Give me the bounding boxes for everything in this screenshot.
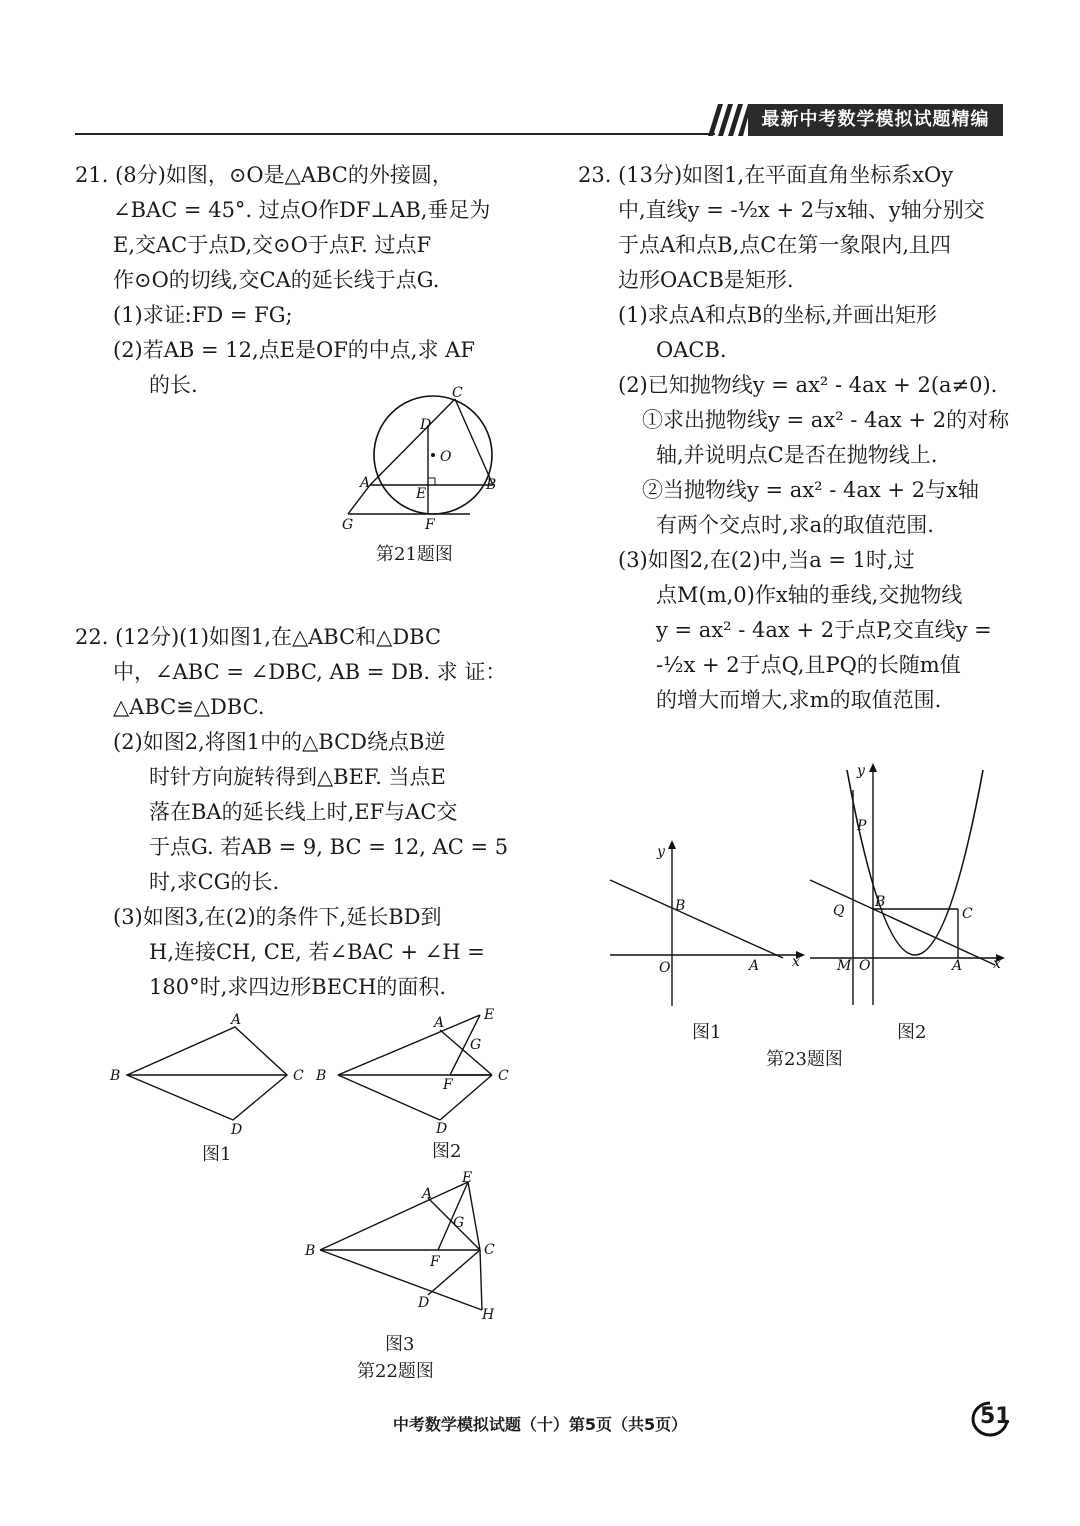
q21-label-g: G — [342, 517, 354, 533]
q23-fig2-caption: 图2 — [897, 1022, 927, 1043]
q22f3-label-a: A — [422, 1186, 433, 1202]
q23f2-label-q: Q — [833, 903, 845, 919]
q22f2-label-f: F — [443, 1077, 453, 1093]
q23-line-11: 有两个交点时,求a的取值范围. — [656, 513, 934, 537]
q23f1-label-b: B — [675, 898, 686, 914]
q21-line-3: E,交AC于点D,交⊙O于点F. 过点F — [113, 233, 432, 257]
page-footer: 中考数学模拟试题（十）第5页（共5页） — [392, 1415, 688, 1434]
q22-line-11: 180°时,求四边形BECH的面积. — [149, 975, 447, 999]
q23f2-label-o: O — [859, 958, 871, 974]
q23f2-label-a: A — [952, 958, 963, 974]
q21-label-o: O — [440, 449, 452, 465]
q23-line-14: y = ax² - 4ax + 2于点P,交直线y = — [656, 618, 992, 642]
question-21 — [75, 158, 490, 403]
q23f1-label-o: O — [659, 960, 671, 976]
q23-line-7: (2)已知抛物线y = ax² - 4ax + 2(a≠0). — [618, 373, 998, 397]
q22f3-label-c: C — [484, 1242, 495, 1258]
q23-figure-1 — [605, 838, 810, 1013]
q23-line-8: ①求出抛物线y = ax² - 4ax + 2的对称 — [642, 408, 1010, 432]
q22-line-7: 于点G. 若AB = 9, BC = 12, AC = 5 — [149, 835, 509, 859]
q21-label-c: C — [452, 385, 463, 401]
q22-fig2-caption: 图2 — [432, 1141, 462, 1162]
q23-line-9: 轴,并说明点C是否在抛物线上. — [656, 443, 938, 467]
q23-line-6: OACB. — [656, 338, 727, 362]
q23f2-label-c: C — [962, 906, 973, 922]
q22-line-2: 中，∠ABC = ∠DBC, AB = DB. 求 证： — [113, 660, 507, 684]
q23-line-13: 点M(m,0)作x轴的垂线,交抛物线 — [656, 583, 963, 607]
q21-label-b: B — [486, 477, 497, 493]
q22f3-label-e: E — [462, 1170, 473, 1186]
header-slashes-decoration — [700, 104, 750, 136]
question-23 — [578, 158, 1009, 718]
q23f1-label-x: x — [792, 954, 800, 970]
q23f1-label-y: y — [657, 844, 665, 860]
q23-line-16: 的增大而增大,求m的取值范围. — [656, 688, 942, 712]
q21-line-2: ∠BAC = 45°. 过点O作DF⊥AB,垂足为 — [113, 198, 491, 222]
q23-line-12: (3)如图2,在(2)中,当a = 1时,过 — [618, 548, 915, 572]
header-title: 最新中考数学模拟试题精编 — [748, 104, 1003, 136]
q23-line-15: -½x + 2于点Q,且PQ的长随m值 — [656, 653, 961, 677]
q22f3-label-h: H — [482, 1307, 495, 1323]
q22f1-label-c: C — [293, 1068, 304, 1084]
q22f1-label-b: B — [110, 1068, 121, 1084]
q22f2-label-d: D — [436, 1121, 448, 1137]
q23-line-2: 中,直线y = -½x + 2与x轴、y轴分别交 — [618, 198, 985, 222]
q22-figure-1 — [105, 1010, 310, 1140]
q23-line-5: (1)求点A和点B的坐标,并画出矩形 — [618, 303, 938, 327]
q22f1-label-a: A — [231, 1012, 242, 1028]
q22-line-4: (2)如图2,将图1中的△BCD绕点B逆 — [113, 730, 446, 754]
q23-line-1: 23. (13分)如图1,在平面直角坐标系xOy — [578, 163, 954, 187]
q23-line-10: ②当抛物线y = ax² - 4ax + 2与x轴 — [642, 478, 979, 502]
q21-line-5: (1)求证:FD = FG; — [113, 303, 293, 327]
q22f3-label-b: B — [305, 1243, 316, 1259]
q22-figure-3 — [300, 1170, 510, 1325]
q22f2-label-c: C — [498, 1068, 509, 1084]
q23f2-label-y: y — [857, 763, 865, 779]
q21-label-e: E — [416, 486, 427, 502]
q22-fig3-caption: 图3 — [385, 1334, 415, 1355]
q22-figure-2 — [310, 1005, 520, 1135]
q22f2-label-g: G — [470, 1037, 482, 1053]
q23-caption: 第23题图 — [766, 1049, 843, 1070]
q21-label-d: D — [420, 417, 432, 433]
q23f2-label-p: P — [857, 818, 867, 834]
q22f2-label-a: A — [434, 1015, 445, 1031]
q22f3-label-d: D — [418, 1295, 430, 1311]
q22-line-6: 落在BA的延长线上时,EF与AC交 — [149, 800, 458, 824]
q22-line-5: 时针方向旋转得到△BEF. 当点E — [149, 765, 446, 789]
q22-line-3: △ABC≌△DBC. — [113, 695, 265, 719]
q21-line-1: 21. (8分)如图，⊙O是△ABC的外接圆， — [75, 163, 453, 187]
q23-fig1-caption: 图1 — [692, 1022, 722, 1043]
q21-label-a: A — [360, 475, 371, 491]
q23f1-label-a: A — [749, 958, 760, 974]
q22f3-label-f: F — [430, 1254, 440, 1270]
q23-line-4: 边形OACB是矩形. — [618, 268, 794, 292]
q23f2-label-b: B — [875, 894, 886, 910]
q22-line-8: 时,求CG的长. — [149, 870, 280, 894]
q21-figure — [330, 385, 510, 535]
q21-line-4: 作⊙O的切线,交CA的延长线于点G. — [113, 268, 440, 292]
q21-line-6: (2)若AB = 12,点E是OF的中点,求 AF — [113, 338, 475, 362]
q22f1-label-d: D — [231, 1122, 243, 1138]
q22f3-label-g: G — [453, 1215, 465, 1231]
header-rule — [75, 133, 715, 135]
q23f2-label-x: x — [993, 956, 1001, 972]
q22f2-label-b: B — [316, 1068, 327, 1084]
q22-fig1-caption: 图1 — [202, 1144, 232, 1165]
q23f2-label-m: M — [837, 958, 852, 974]
question-22 — [75, 620, 508, 1005]
q22f2-label-e: E — [484, 1007, 495, 1023]
q22-line-1: 22. (12分)(1)如图1,在△ABC和△DBC — [75, 625, 442, 649]
q23-line-3: 于点A和点B,点C在第一象限内,且四 — [618, 233, 952, 257]
q22-line-9: (3)如图3,在(2)的条件下,延长BD到 — [113, 905, 442, 929]
q21-label-f: F — [425, 517, 435, 533]
q22-caption: 第22题图 — [357, 1361, 434, 1382]
q22-line-10: H,连接CH, CE, 若∠BAC + ∠H = — [149, 940, 485, 964]
q21-line-7: 的长. — [149, 373, 198, 397]
page-number-badge — [968, 1400, 1012, 1438]
q21-caption: 第21题图 — [376, 544, 453, 565]
page-number: 51 — [980, 1404, 1011, 1429]
q23-figure-2 — [805, 760, 1010, 1015]
